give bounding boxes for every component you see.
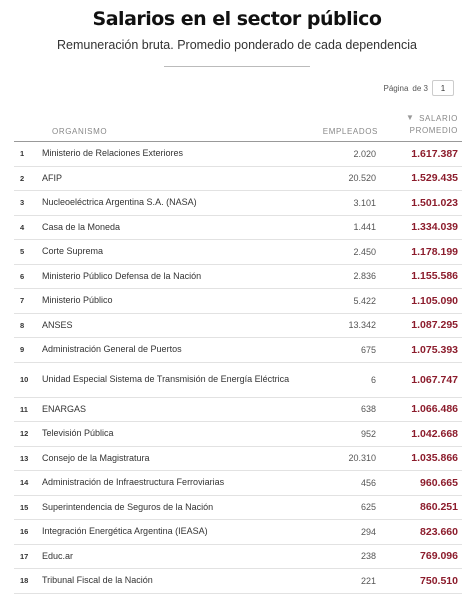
row-empleados: 2.020 bbox=[353, 148, 376, 159]
row-empleados: 20.310 bbox=[348, 453, 376, 464]
row-salario: 1.087.295 bbox=[411, 319, 458, 332]
row-salario: 1.067.747 bbox=[411, 373, 458, 386]
row-salario: 750.510 bbox=[420, 574, 458, 587]
row-organismo: ANSES bbox=[42, 319, 73, 330]
row-salario: 1.178.199 bbox=[411, 245, 458, 258]
row-empleados: 625 bbox=[360, 502, 376, 513]
table-row bbox=[14, 167, 462, 192]
row-rank: 11 bbox=[20, 404, 28, 414]
pagination-label: Página bbox=[383, 83, 409, 93]
row-empleados: 3.101 bbox=[353, 197, 376, 208]
row-organismo: Educ.ar bbox=[42, 550, 74, 561]
title-divider bbox=[164, 66, 310, 67]
row-salario: 860.251 bbox=[420, 501, 458, 514]
row-empleados: 952 bbox=[360, 428, 376, 439]
row-rank: 5 bbox=[20, 247, 25, 257]
column-header-salario-line2[interactable]: PROMEDIO bbox=[409, 126, 458, 135]
row-empleados: 238 bbox=[360, 551, 376, 562]
table-row bbox=[14, 496, 462, 521]
row-salario: 1.501.023 bbox=[411, 196, 458, 209]
row-organismo: Integración Energética Argentina (IEASA) bbox=[42, 526, 208, 537]
row-rank: 16 bbox=[20, 527, 29, 537]
table-row bbox=[14, 265, 462, 290]
row-rank: 14 bbox=[20, 478, 29, 488]
table-row bbox=[14, 422, 462, 447]
row-empleados: 456 bbox=[360, 477, 376, 488]
row-empleados: 2.836 bbox=[353, 271, 376, 282]
page-number-input[interactable] bbox=[432, 80, 454, 96]
row-empleados: 13.342 bbox=[348, 320, 376, 331]
table-row bbox=[14, 363, 462, 398]
page-title: Salarios en el sector público bbox=[92, 8, 382, 30]
row-salario: 823.660 bbox=[420, 525, 458, 538]
table-row bbox=[14, 289, 462, 314]
row-rank: 13 bbox=[20, 453, 29, 463]
row-rank: 4 bbox=[20, 222, 25, 232]
row-organismo: Ministerio de Relaciones Exteriores bbox=[42, 148, 184, 159]
row-organismo: Corte Suprema bbox=[42, 246, 104, 257]
row-organismo: Ministerio Público Defensa de la Nación bbox=[42, 270, 202, 281]
column-header-organismo[interactable]: ORGANISMO bbox=[52, 127, 108, 136]
row-empleados: 638 bbox=[360, 404, 376, 415]
table-row bbox=[14, 338, 462, 363]
row-salario: 1.529.435 bbox=[411, 172, 458, 185]
row-rank: 6 bbox=[20, 271, 25, 281]
row-organismo: Superintendencia de Seguros de la Nación bbox=[42, 501, 214, 512]
table-row bbox=[14, 520, 462, 545]
pagination bbox=[384, 80, 455, 96]
row-organismo: Administración General de Puertos bbox=[42, 344, 182, 355]
row-salario: 1.075.393 bbox=[411, 343, 458, 356]
row-organismo: Unidad Especial Sistema de Transmisión de Energía Eléctrica bbox=[42, 374, 290, 384]
row-organismo: Casa de la Moneda bbox=[42, 221, 121, 232]
table-row bbox=[14, 240, 462, 265]
pagination-total: de 3 bbox=[412, 83, 428, 93]
row-empleados: 294 bbox=[360, 526, 376, 537]
row-rank: 8 bbox=[20, 320, 25, 330]
row-organismo: Tribunal Fiscal de la Nación bbox=[42, 575, 153, 586]
row-empleados: 2.450 bbox=[353, 246, 376, 257]
row-rank: 15 bbox=[20, 502, 29, 512]
table-row bbox=[14, 569, 462, 594]
row-empleados: 5.422 bbox=[353, 295, 376, 306]
row-empleados: 221 bbox=[360, 575, 376, 586]
row-salario: 1.066.486 bbox=[411, 403, 458, 416]
row-salario: 1.334.039 bbox=[411, 221, 458, 234]
row-salario: 769.096 bbox=[420, 550, 458, 563]
table-row bbox=[14, 471, 462, 496]
table-row bbox=[14, 545, 462, 570]
row-organismo: ENARGAS bbox=[42, 403, 87, 414]
column-header-salario[interactable]: SALARIO bbox=[419, 114, 458, 123]
row-empleados: 6 bbox=[370, 374, 376, 385]
row-rank: 3 bbox=[20, 198, 25, 208]
table-row bbox=[14, 398, 462, 423]
row-salario: 1.035.866 bbox=[411, 452, 458, 465]
salary-table bbox=[14, 142, 462, 594]
row-organismo: Televisión Pública bbox=[42, 428, 114, 439]
row-organismo: Consejo de la Magistratura bbox=[42, 452, 150, 463]
table-row bbox=[14, 216, 462, 241]
row-salario: 1.042.668 bbox=[411, 427, 458, 440]
table-row bbox=[14, 447, 462, 472]
row-rank: 10 bbox=[20, 375, 29, 384]
row-salario: 960.665 bbox=[420, 476, 458, 489]
row-salario: 1.617.387 bbox=[411, 147, 458, 160]
row-rank: 2 bbox=[20, 173, 25, 183]
column-header-empleados[interactable]: EMPLEADOS bbox=[322, 127, 378, 136]
table-row bbox=[14, 191, 462, 216]
row-organismo: Administración de Infraestructura Ferroviarias bbox=[42, 477, 225, 488]
row-organismo: AFIP bbox=[42, 172, 63, 183]
row-empleados: 20.520 bbox=[348, 173, 376, 184]
row-empleados: 1.441 bbox=[353, 222, 376, 233]
row-salario: 1.155.586 bbox=[411, 270, 458, 283]
row-rank: 18 bbox=[20, 576, 29, 586]
row-rank: 9 bbox=[20, 345, 25, 355]
table-row bbox=[14, 142, 462, 167]
row-rank: 12 bbox=[20, 429, 29, 439]
row-rank: 1 bbox=[20, 149, 25, 159]
row-empleados: 675 bbox=[360, 344, 376, 355]
page-subtitle: Remuneración bruta. Promedio ponderado de cada dependencia bbox=[57, 38, 417, 52]
row-salario: 1.105.090 bbox=[411, 294, 458, 307]
row-rank: 17 bbox=[20, 551, 29, 561]
row-rank: 7 bbox=[20, 296, 25, 306]
table-row bbox=[14, 314, 462, 339]
sort-descending-icon: ▼ bbox=[406, 113, 414, 122]
row-organismo: Nucleoeléctrica Argentina S.A. (NASA) bbox=[42, 197, 197, 208]
row-organismo: Ministerio Público bbox=[42, 295, 113, 306]
